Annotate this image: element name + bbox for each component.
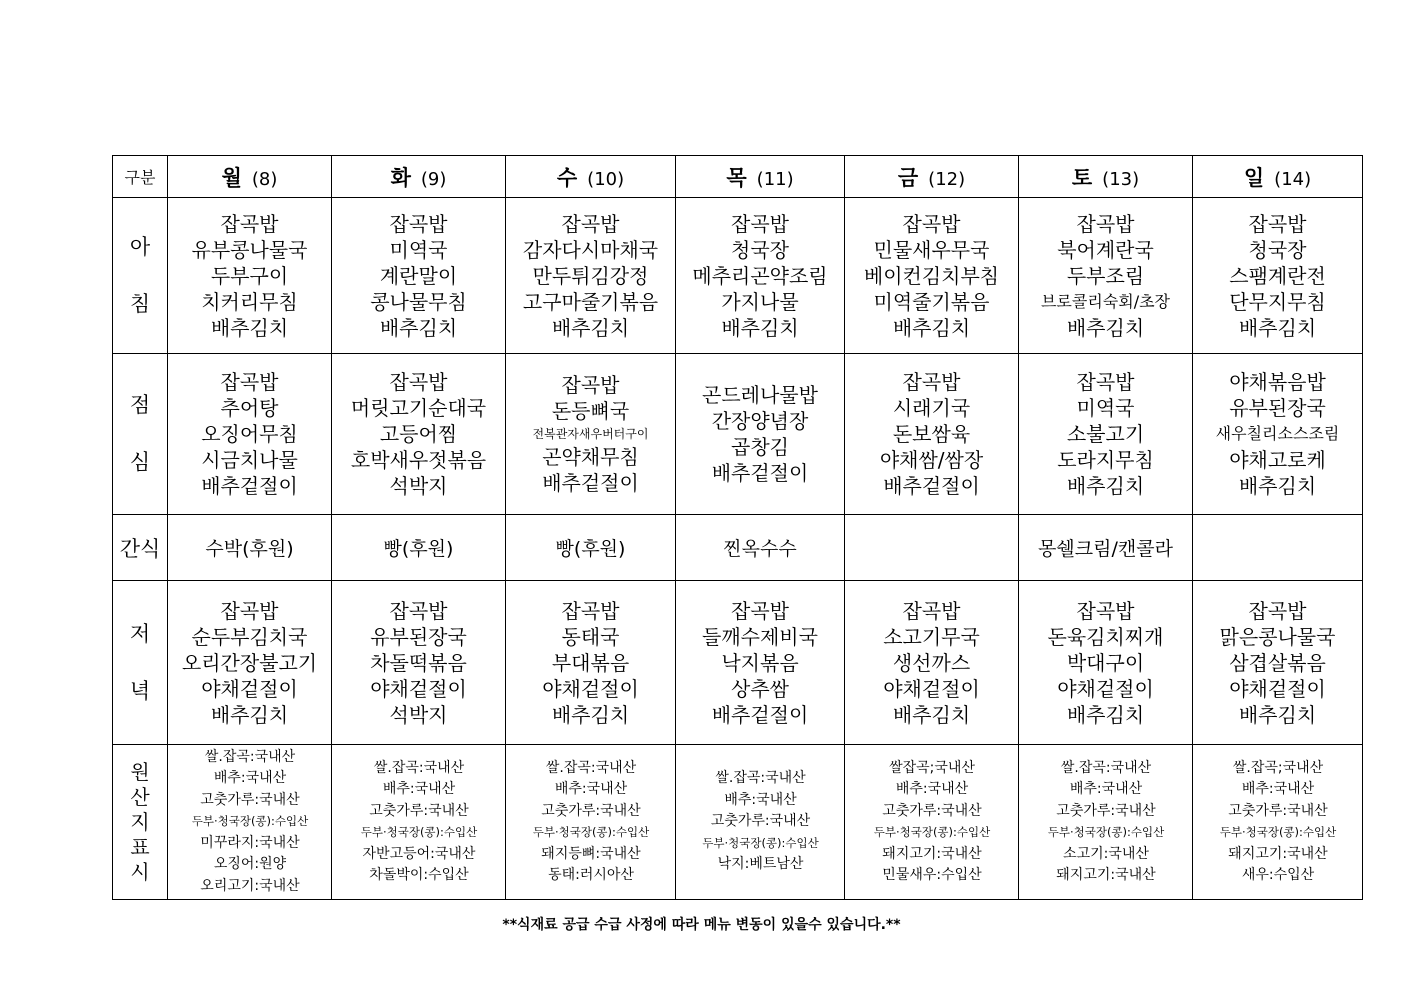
row-label-char: 시 xyxy=(130,859,150,884)
lunch-cell xyxy=(1193,354,1363,515)
menu-item: 만두튀김강정 xyxy=(532,263,649,288)
day-number: (14) xyxy=(1274,168,1312,190)
breakfast-cell xyxy=(1193,198,1363,354)
menu-item: 잡곡밥 xyxy=(1076,211,1135,236)
origin-item: 고춧가루:국내산 xyxy=(882,802,982,819)
row-label-char: 지 xyxy=(130,809,150,834)
day-name: 금 xyxy=(897,165,919,190)
menu-item: 배추김치 xyxy=(1066,474,1145,498)
breakfast-cell xyxy=(676,198,845,354)
row-label-char: 표 xyxy=(130,834,150,859)
dinner-label-cell xyxy=(113,581,168,745)
origin-item: 고춧가루:국내산 xyxy=(369,802,469,819)
menu-item: 순두부김치국 xyxy=(191,624,308,649)
origin-item: 차돌박이:수입산 xyxy=(369,867,469,883)
menu-item: 야채겉절이 xyxy=(1229,676,1326,701)
origin-item: 고춧가루:국내산 xyxy=(200,791,300,808)
origin-item: 낙지:베트남산 xyxy=(717,856,804,873)
dinner-row xyxy=(113,581,1363,745)
menu-item: 청국장 xyxy=(1248,237,1307,262)
menu-item: 배추김치 xyxy=(551,702,630,727)
origin-item: 두부·청국장(콩):수입산 xyxy=(1047,825,1165,839)
menu-item: 시래기국 xyxy=(892,396,971,420)
menu-item: 유부콩나물국 xyxy=(191,237,308,262)
origin-item: 배추:국내산 xyxy=(1241,781,1315,797)
menu-item: 배추김치 xyxy=(210,702,289,727)
menu-item: 도라지무침 xyxy=(1057,448,1154,472)
menu-item: 야채겉절이 xyxy=(883,676,980,701)
snack-item: 몽쉘크림/캔콜라 xyxy=(1038,538,1173,560)
origin-item: 두부·청국장(콩):수입산 xyxy=(191,814,309,829)
snack-label-cell xyxy=(113,515,168,581)
menu-item: 북어계란국 xyxy=(1057,237,1154,262)
snack-item: 수박(후원) xyxy=(205,538,294,560)
menu-item: 추어탕 xyxy=(220,396,279,420)
menu-item: 맑은콩나물국 xyxy=(1219,624,1336,649)
dinner-cell xyxy=(168,581,332,745)
menu-item: 석박지 xyxy=(389,474,448,498)
origin-item: 오리고기:국내산 xyxy=(200,877,300,894)
menu-item: 민물새우무국 xyxy=(873,237,990,262)
menu-item: 잡곡밥 xyxy=(1248,598,1307,623)
menu-item: 박대구이 xyxy=(1066,650,1145,675)
origin-item: 동태:러시아산 xyxy=(548,867,634,883)
menu-item: 곤약채무침 xyxy=(542,445,639,469)
breakfast-cell xyxy=(332,198,506,354)
menu-item: 잡곡밥 xyxy=(902,598,961,623)
lunch-cell xyxy=(676,354,845,515)
menu-item: 배추김치 xyxy=(551,315,630,340)
origin-item: 민물새우:수입산 xyxy=(882,867,982,883)
origin-item: 자반고등어:국내산 xyxy=(362,845,476,862)
menu-item: 배추김치 xyxy=(210,315,289,340)
menu-item: 돈등뼈국 xyxy=(551,399,630,423)
snack-cell xyxy=(332,515,506,581)
breakfast-cell xyxy=(1019,198,1193,354)
menu-item: 잡곡밥 xyxy=(389,211,448,236)
origin-item: 돼지고기:국내산 xyxy=(1228,845,1328,862)
snack-cell xyxy=(1193,515,1363,581)
menu-item: 콩나물무침 xyxy=(370,289,467,314)
breakfast-cell xyxy=(168,198,332,354)
origin-cell xyxy=(845,745,1019,900)
menu-item: 고등어찜 xyxy=(379,422,458,446)
menu-item: 잡곡밥 xyxy=(731,211,789,236)
origin-item: 고춧가루:국내산 xyxy=(1228,802,1328,819)
menu-item: 소고기무국 xyxy=(883,624,980,649)
dinner-cell xyxy=(676,581,845,745)
menu-item: 잡곡밥 xyxy=(731,598,789,623)
menu-item: 베이컨김치부침 xyxy=(863,263,1000,288)
menu-item: 유부된장국 xyxy=(1229,396,1326,420)
menu-item: 잡곡밥 xyxy=(1248,211,1307,236)
dinner-cell xyxy=(1019,581,1193,745)
origin-item: 배추:국내산 xyxy=(895,781,969,797)
menu-item: 들깨수제비국 xyxy=(702,624,818,649)
menu-item: 잡곡밥 xyxy=(389,598,448,623)
day-header xyxy=(845,156,1019,198)
day-header xyxy=(168,156,332,198)
menu-item: 생선까스 xyxy=(892,650,971,675)
origin-item: 두부·청국장(콩):수입산 xyxy=(532,825,650,839)
day-number: (10) xyxy=(587,168,625,190)
day-number: (8) xyxy=(251,168,278,190)
day-name: 일 xyxy=(1243,165,1265,190)
row-label-char: 저 xyxy=(129,621,151,646)
menu-item: 곤드레나물밥 xyxy=(702,383,818,407)
menu-item: 청국장 xyxy=(731,237,789,262)
snack-row xyxy=(113,515,1363,581)
breakfast-cell xyxy=(845,198,1019,354)
menu-item: 잡곡밥 xyxy=(389,370,448,394)
snack-cell xyxy=(845,515,1019,581)
menu-item: 감자다시마채국 xyxy=(522,237,659,262)
menu-item: 잡곡밥 xyxy=(561,211,620,236)
day-header xyxy=(1193,156,1363,198)
snack-cell xyxy=(168,515,332,581)
origin-item: 두부·청국장(콩):수입산 xyxy=(702,835,819,850)
origin-item: 두부·청국장(콩):수입산 xyxy=(1219,825,1337,839)
menu-item: 잡곡밥 xyxy=(1076,598,1135,623)
lunch-label-cell xyxy=(113,354,168,515)
origin-item: 돼지고기:국내산 xyxy=(882,845,982,862)
lunch-cell xyxy=(1019,354,1193,515)
snack-cell xyxy=(506,515,676,581)
day-number: (11) xyxy=(756,168,794,190)
menu-item: 배추김치 xyxy=(1238,474,1317,498)
menu-item: 배추김치 xyxy=(379,315,458,340)
header-row xyxy=(113,156,1363,198)
menu-item: 단무지무침 xyxy=(1229,289,1326,314)
day-name: 토 xyxy=(1071,165,1093,190)
menu-item: 야채겉절이 xyxy=(370,676,467,701)
origin-item: 배추:국내산 xyxy=(724,791,797,808)
menu-item: 배추김치 xyxy=(892,702,971,727)
origin-item: 쌀.잡곡:국내산 xyxy=(545,759,637,776)
menu-item: 유부된장국 xyxy=(370,624,467,649)
origin-item: 돼지등뼈:국내산 xyxy=(541,845,641,862)
snack-cell xyxy=(676,515,845,581)
menu-item: 배추김치 xyxy=(721,315,799,340)
origin-item: 돼지고기:국내산 xyxy=(1056,867,1156,883)
menu-item: 두부조림 xyxy=(1066,263,1145,288)
menu-item: 호박새우젓볶음 xyxy=(350,448,487,472)
menu-item: 잡곡밥 xyxy=(561,598,620,623)
menu-item: 전복관자새우버터구이 xyxy=(532,427,649,441)
menu-item: 야채겉절이 xyxy=(201,676,298,701)
origin-item: 배추:국내산 xyxy=(554,781,628,797)
menu-item: 시금치나물 xyxy=(201,448,298,472)
lunch-row xyxy=(113,354,1363,515)
origin-item: 두부·청국장(콩):수입산 xyxy=(360,825,478,839)
weekly-meal-table xyxy=(112,155,1363,900)
menu-item: 곱창김 xyxy=(731,435,789,459)
menu-item: 돈육김치찌개 xyxy=(1047,624,1164,649)
menu-item: 잡곡밥 xyxy=(902,211,961,236)
menu-item: 메추리곤약조림 xyxy=(692,263,828,288)
dinner-cell xyxy=(332,581,506,745)
menu-item: 배추겉절이 xyxy=(883,474,980,498)
menu-item: 부대볶음 xyxy=(551,650,630,675)
menu-item: 잡곡밥 xyxy=(561,373,620,397)
menu-item: 소불고기 xyxy=(1066,422,1145,446)
menu-item: 미역국 xyxy=(1076,396,1135,420)
origin-row xyxy=(113,745,1363,900)
origin-label-cell xyxy=(113,745,168,900)
menu-item: 배추겉절이 xyxy=(542,471,639,495)
menu-item: 브로콜리숙회/초장 xyxy=(1040,291,1171,311)
menu-item: 미역국 xyxy=(389,237,448,262)
origin-item: 쌀.잡곡:국내산 xyxy=(204,748,296,765)
menu-item: 낙지볶음 xyxy=(721,650,799,675)
menu-item: 배추김치 xyxy=(1066,702,1145,727)
header-corner-cell xyxy=(113,156,168,198)
breakfast-row xyxy=(113,198,1363,354)
menu-item: 잡곡밥 xyxy=(902,370,961,394)
day-name: 화 xyxy=(390,165,411,190)
origin-item: 쌀잡곡;국내산 xyxy=(889,759,975,776)
menu-item: 잡곡밥 xyxy=(220,598,279,623)
menu-item: 계란말이 xyxy=(379,263,458,288)
row-label: 간식 xyxy=(119,536,161,561)
menu-item: 야채겉절이 xyxy=(1057,676,1154,701)
lunch-cell xyxy=(506,354,676,515)
origin-item: 오징어:원양 xyxy=(213,856,287,873)
origin-item: 쌀.잡곡:국내산 xyxy=(1060,759,1152,776)
menu-item: 배추김치 xyxy=(1238,315,1317,340)
menu-item: 야채볶음밥 xyxy=(1229,370,1326,394)
origin-item: 배추:국내산 xyxy=(382,781,456,797)
corner-label: 구분 xyxy=(124,168,156,187)
origin-item: 배추:국내산 xyxy=(213,770,287,787)
origin-cell xyxy=(676,745,845,900)
origin-cell xyxy=(1019,745,1193,900)
menu-item: 잡곡밥 xyxy=(220,370,279,394)
menu-item: 두부구이 xyxy=(210,263,289,288)
menu-item: 배추김치 xyxy=(892,315,971,340)
menu-item: 야채고로케 xyxy=(1229,448,1326,472)
lunch-cell xyxy=(168,354,332,515)
snack-item: 빵(후원) xyxy=(383,538,454,560)
menu-item: 돈보쌈육 xyxy=(892,422,971,446)
row-label-char: 침 xyxy=(129,291,151,316)
day-header xyxy=(506,156,676,198)
snack-cell xyxy=(1019,515,1193,581)
origin-item: 고춧가루:국내산 xyxy=(1056,802,1156,819)
menu-item: 새우칠리소스조림 xyxy=(1215,424,1340,443)
origin-item: 고춧가루:국내산 xyxy=(541,802,641,819)
menu-item: 상추쌈 xyxy=(731,676,789,701)
menu-item: 잡곡밥 xyxy=(1076,370,1135,394)
origin-cell xyxy=(332,745,506,900)
day-number: (9) xyxy=(420,168,447,190)
day-number: (13) xyxy=(1102,168,1140,190)
row-label-char: 아 xyxy=(129,234,151,259)
origin-item: 쌀.잡곡:국내산 xyxy=(715,770,806,787)
row-label-char: 원 xyxy=(130,759,150,784)
origin-cell xyxy=(1193,745,1363,900)
menu-item: 머릿고기순대국 xyxy=(350,396,487,420)
origin-item: 미꾸라지:국내산 xyxy=(200,834,300,851)
day-header xyxy=(1019,156,1193,198)
menu-item: 잡곡밥 xyxy=(220,211,279,236)
breakfast-label-cell xyxy=(113,198,168,354)
breakfast-cell xyxy=(506,198,676,354)
row-label-char: 심 xyxy=(129,450,151,474)
menu-item: 오리간장불고기 xyxy=(181,650,318,675)
menu-item: 배추김치 xyxy=(1238,702,1317,727)
origin-item: 쌀.잡곡:국내산 xyxy=(373,759,465,776)
menu-item: 차돌떡볶음 xyxy=(370,650,467,675)
menu-item: 석박지 xyxy=(389,702,448,727)
dinner-cell xyxy=(1193,581,1363,745)
dinner-cell xyxy=(506,581,676,745)
snack-item: 찐옥수수 xyxy=(723,538,797,560)
origin-item: 쌀.잡곡;국내산 xyxy=(1232,759,1324,776)
menu-item: 배추겉절이 xyxy=(711,702,809,727)
menu-item: 배추김치 xyxy=(1066,315,1145,340)
menu-item: 야채쌈/쌈장 xyxy=(879,448,984,472)
menu-item: 미역줄기볶음 xyxy=(873,289,990,314)
day-header xyxy=(332,156,506,198)
menu-item: 삼겹살볶음 xyxy=(1229,650,1326,675)
day-name: 수 xyxy=(556,165,578,190)
menu-item: 고구마줄기볶음 xyxy=(522,289,659,314)
row-label-char: 산 xyxy=(130,784,150,809)
row-label-char: 녁 xyxy=(129,678,151,703)
menu-item: 간장양념장 xyxy=(711,409,809,433)
menu-item: 가지나물 xyxy=(721,289,799,314)
lunch-cell xyxy=(332,354,506,515)
dinner-cell xyxy=(845,581,1019,745)
menu-item: 스팸계란전 xyxy=(1229,263,1326,288)
day-name: 목 xyxy=(726,165,747,190)
origin-cell xyxy=(168,745,332,900)
day-name: 월 xyxy=(221,165,242,190)
snack-item: 빵(후원) xyxy=(555,538,626,560)
origin-cell xyxy=(506,745,676,900)
day-number: (12) xyxy=(928,168,966,190)
menu-change-notice: **식재료 공급 수급 사정에 따라 메뉴 변동이 있을수 있습니다.** xyxy=(502,917,901,933)
origin-item: 고춧가루:국내산 xyxy=(710,813,811,830)
origin-item: 소고기:국내산 xyxy=(1063,845,1149,862)
origin-item: 두부·청국장(콩):수입산 xyxy=(873,825,991,839)
menu-item: 야채겉절이 xyxy=(542,676,639,701)
origin-item: 배추:국내산 xyxy=(1069,781,1143,797)
menu-item: 배추겉절이 xyxy=(711,461,809,485)
menu-item: 배추겉절이 xyxy=(201,474,298,498)
menu-item: 치커리무침 xyxy=(201,289,298,314)
day-header xyxy=(676,156,845,198)
lunch-cell xyxy=(845,354,1019,515)
menu-item: 동태국 xyxy=(561,624,620,649)
menu-item: 오징어무침 xyxy=(201,422,298,446)
row-label-char: 점 xyxy=(129,393,151,417)
origin-item: 새우:수입산 xyxy=(1241,867,1315,883)
